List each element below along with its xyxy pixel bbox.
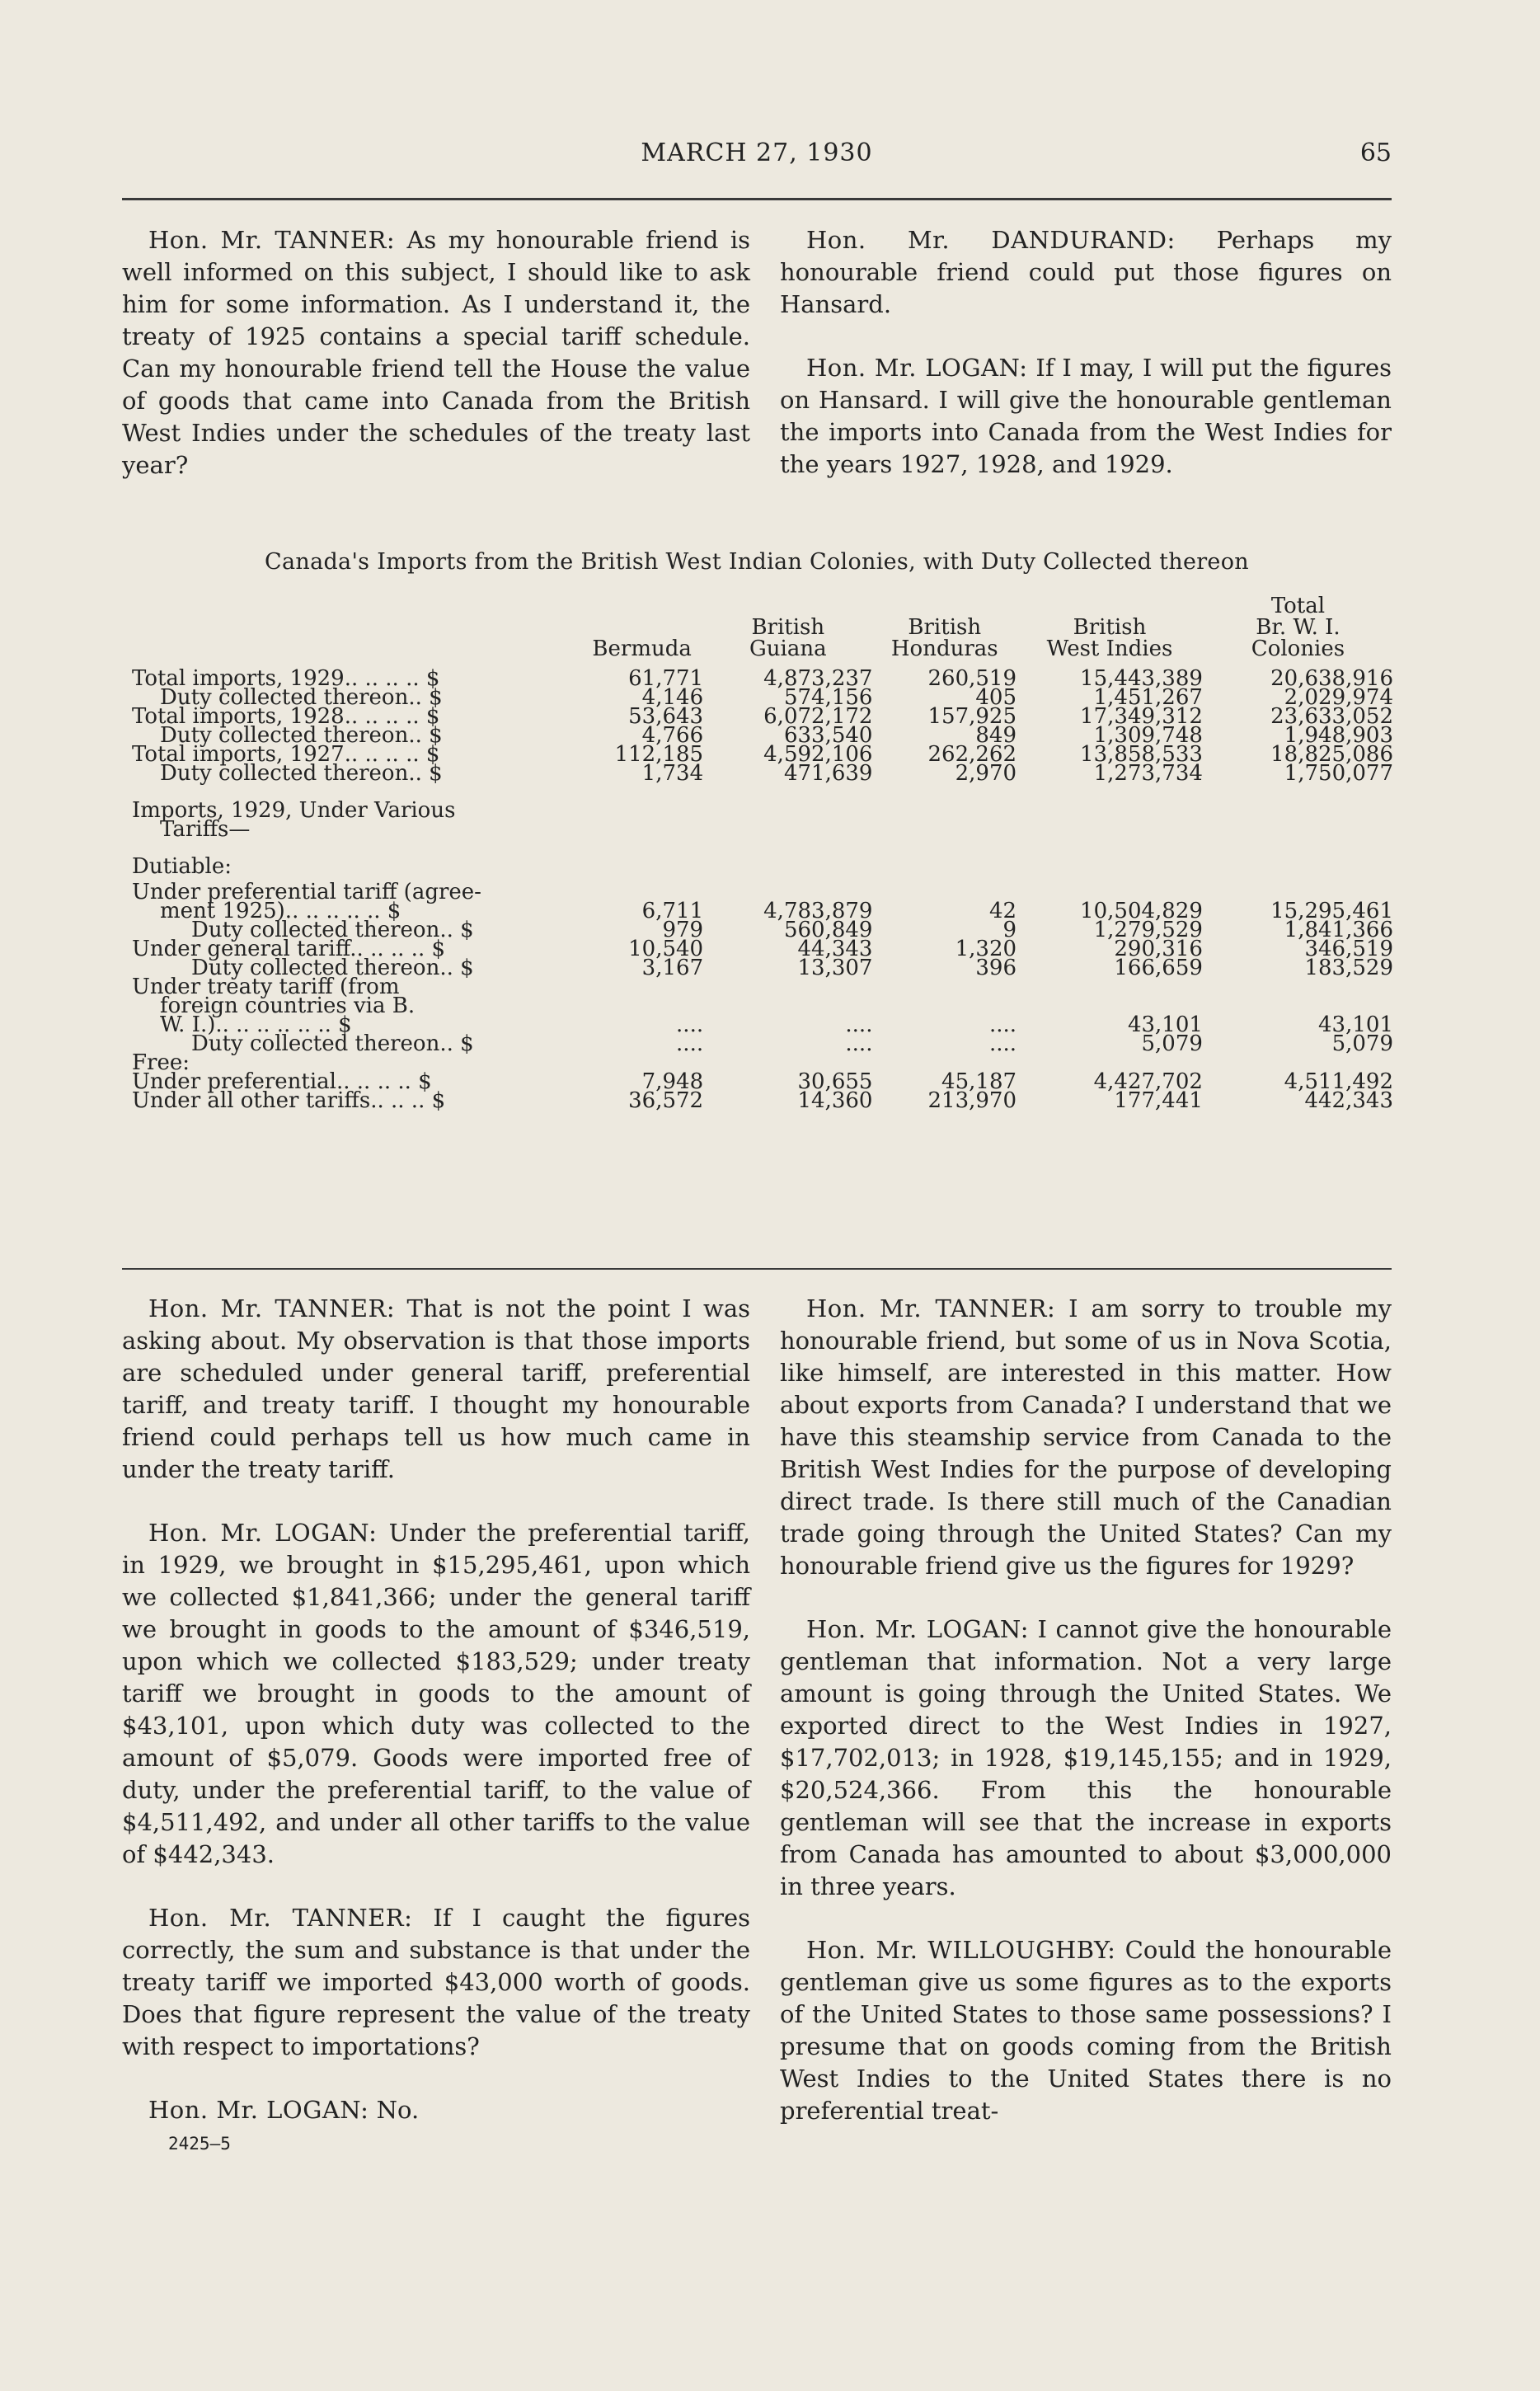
cell: 20,638,916 xyxy=(1270,666,1393,691)
speaker-name: Hon. Mr. TANNER: xyxy=(806,1294,1056,1322)
cell: 262,262 xyxy=(927,742,1017,767)
speech-text: I cannot give the honourable gentleman that information. Not a very large amount is going through the United States. We exported direct to the West Indies in 1927, $17,702,013; in 1928, $19,145,155; and in 1929, $20,524,366. From this the honourable gentleman will see that the increase in exports from Canada has amounted to about $3,000,000 in three years. xyxy=(780,1615,1392,1900)
imports-table xyxy=(132,595,1393,1111)
speech-text: As my honourable friend is well informed on this subject, I should like to ask him for some information. As I understand it, the treaty of 1925 contains a special tariff schedule. Can my honourable friend tell the House the value of goods that came into Canada from the British West Indies under the schedules of the treaty last year? xyxy=(122,226,750,479)
cell: 15,295,461 xyxy=(1270,899,1393,923)
cell: 42 xyxy=(988,899,1017,923)
cell: 4,783,879 xyxy=(763,899,873,923)
table-bottom-rule xyxy=(122,1268,1392,1270)
speaker-name: Hon. Mr. TANNER: xyxy=(148,226,396,254)
speech-text: I am sorry to trouble my honourable friend, but some of us in Nova Scotia, like himself, are interested in this matter. How about exports from Canada? I understand that we have this steamship service from Canada to the British West Indies for the purpose of developing direct trade. Is there still much of the Canadian trade going through the United States? Can my honourable friend give us the figures for 1929? xyxy=(780,1294,1392,1580)
paragraph xyxy=(780,224,1392,321)
cell: 112,185 xyxy=(614,742,704,767)
top-right-column xyxy=(780,224,1392,512)
cell: 1,750,077 xyxy=(1284,761,1393,786)
row-label: Under preferential tariff (agree- xyxy=(132,880,481,904)
speech-text: If I may, I will put the figures on Hansard. I will give the honourable gentleman the imports into Canada from the West Indies for the years 1927, 1928, and 1929. xyxy=(780,354,1392,478)
speech-text: Could the honourable gentleman give us some figures as to the exports of the United States to those same possessions? I presume that on goods coming from the British West Indies to the United States there is no preferential treat- xyxy=(780,1936,1392,2125)
row-label: W. I.).. .. .. .. .. .. $ xyxy=(160,1012,352,1037)
cell: 2,029,974 xyxy=(1284,685,1393,710)
cell: 4,146 xyxy=(641,685,704,710)
cell: 13,858,533 xyxy=(1080,742,1203,767)
row-label: foreign countries via B. xyxy=(160,994,416,1018)
cell: 183,529 xyxy=(1304,956,1393,980)
bottom-right-column xyxy=(780,1293,1392,2158)
table-subheading: Tariffs— xyxy=(160,817,251,842)
cell: 61,771 xyxy=(628,666,704,691)
row-label: Under preferential.. .. .. .. $ xyxy=(132,1069,432,1094)
row-label: Under treaty tariff (from xyxy=(132,975,400,999)
top-left-column xyxy=(122,224,750,513)
table-caption: Canada's Imports from the British West Indian Colonies, with Duty Collected thereon xyxy=(265,549,1249,575)
signature-code: 2425—5 xyxy=(168,2134,231,2154)
paragraph xyxy=(122,1293,750,1486)
cell: 44,343 xyxy=(797,937,873,961)
row-label: Under all other tariffs.. .. .. $ xyxy=(132,1088,446,1113)
cell: 18,825,086 xyxy=(1270,742,1393,767)
speaker-name: Hon. Mr. TANNER: xyxy=(148,1904,413,1932)
cell: 6,711 xyxy=(641,899,704,923)
page-number: 65 xyxy=(1359,139,1392,167)
cell: 4,592,106 xyxy=(763,742,873,767)
table-row xyxy=(132,1035,1393,1054)
speaker-name: Hon. Mr. WILLOUGHBY: xyxy=(806,1936,1116,1964)
header-rule xyxy=(122,198,1392,200)
table-subheading: Imports, 1929, Under Various xyxy=(132,798,456,823)
speech-text: Under the preferential tariff, in 1929, we brought in $15,295,461, upon which we collected $1,841,366; under the general tariff we brought in goods to the amount of $346,519, upon which we collected $183,529; under treaty tariff we brought in goods to the amount of $43,101, upon which duty was collected to the amount of $5,079. Goods were imported free of duty, under the preferential tariff, to the value of $4,511,492, and under all other tariffs to the value of $442,343. xyxy=(122,1519,750,1868)
cell: 36,572 xyxy=(628,1088,704,1113)
table-row xyxy=(132,764,1393,783)
cell: 1,273,734 xyxy=(1093,761,1203,786)
row-label: Duty collected thereon.. $ xyxy=(160,723,443,748)
cell: 4,766 xyxy=(641,723,704,748)
row-label: Total imports, 1928.. .. .. .. $ xyxy=(132,704,440,729)
cell: 4,873,237 xyxy=(763,666,873,691)
cell: 6,072,172 xyxy=(763,704,873,729)
speaker-name: Hon. Mr. LOGAN: xyxy=(148,2096,369,2124)
paragraph xyxy=(780,1293,1392,1582)
cell: .... xyxy=(988,1012,1017,1037)
cell: 7,948 xyxy=(641,1069,704,1094)
speaker-name: Hon. Mr. LOGAN: xyxy=(806,1615,1030,1643)
table-row xyxy=(132,1092,1393,1111)
cell: 9 xyxy=(1002,918,1017,942)
cell: 442,343 xyxy=(1304,1088,1393,1113)
column-header: Total Br. W. I. Colonies xyxy=(1251,594,1345,661)
cell: 1,320 xyxy=(955,937,1017,961)
row-label: Under general tariff.. .. .. .. $ xyxy=(132,937,446,961)
paragraph xyxy=(780,1614,1392,1903)
row-label: Duty collected thereon.. $ xyxy=(160,761,443,786)
speech-text: No. xyxy=(376,2096,420,2124)
cell: .... xyxy=(845,1012,873,1037)
cell: 1,279,529 xyxy=(1093,918,1203,942)
cell: .... xyxy=(988,1031,1017,1056)
cell: 43,101 xyxy=(1318,1012,1393,1037)
page-date-heading: MARCH 27, 1930 xyxy=(641,139,873,167)
cell: 979 xyxy=(662,918,704,942)
cell: 1,734 xyxy=(641,761,704,786)
cell: 633,540 xyxy=(783,723,873,748)
paragraph xyxy=(122,224,750,481)
cell: 5,079 xyxy=(1331,1031,1393,1056)
cell: 260,519 xyxy=(927,666,1017,691)
row-label: ment 1925).. .. .. .. .. $ xyxy=(160,899,401,923)
speech-text: That is not the point I was asking about. My observation is that those imports are scheduled under general tariff, preferential tariff, and treaty tariff. I thought my honourable friend could perhaps tell us how much came in under the treaty tariff. xyxy=(122,1294,750,1483)
cell: 10,504,829 xyxy=(1080,899,1203,923)
speaker-name: Hon. Mr. TANNER: xyxy=(148,1294,396,1322)
cell: 471,639 xyxy=(783,761,873,786)
page-header xyxy=(122,139,1392,180)
cell: 4,511,492 xyxy=(1284,1069,1393,1094)
table-header-row xyxy=(132,595,1393,660)
bottom-left-column xyxy=(122,1293,750,2158)
column-header: British West Indies xyxy=(1046,615,1173,661)
speaker-name: Hon. Mr. LOGAN: xyxy=(806,354,1028,382)
column-header: British Guiana xyxy=(749,615,827,661)
column-header: British Honduras xyxy=(890,615,998,661)
paragraph xyxy=(780,1934,1392,2127)
row-label: Duty collected thereon.. $ xyxy=(191,1031,474,1056)
paragraph xyxy=(122,2094,750,2126)
cell: 43,101 xyxy=(1127,1012,1203,1037)
row-label: Duty collected thereon.. $ xyxy=(191,956,474,980)
cell: 10,540 xyxy=(628,937,704,961)
cell: 3,167 xyxy=(641,956,704,980)
paragraph xyxy=(122,1902,750,2063)
cell: 396 xyxy=(975,956,1017,980)
paragraph xyxy=(780,352,1392,481)
cell: 1,451,267 xyxy=(1093,685,1203,710)
cell: 53,643 xyxy=(628,704,704,729)
cell: 166,659 xyxy=(1114,956,1203,980)
cell: 1,841,366 xyxy=(1284,918,1393,942)
speech-text: If I caught the figures correctly, the sum and substance is that under the treaty tariff we imported $43,000 worth of goods. Does that figure represent the value of the treaty with respect to importations? xyxy=(122,1904,751,2060)
table-subheading: Dutiable: xyxy=(132,854,232,879)
cell: 13,307 xyxy=(797,956,873,980)
cell: 15,443,389 xyxy=(1080,666,1203,691)
cell: 405 xyxy=(975,685,1017,710)
cell: 23,633,052 xyxy=(1270,704,1393,729)
speech-text: Perhaps my honourable friend could put those figures on Hansard. xyxy=(780,226,1392,318)
cell: 574,156 xyxy=(783,685,873,710)
cell: 1,948,903 xyxy=(1284,723,1393,748)
speaker-name: Hon. Mr. LOGAN: xyxy=(148,1519,378,1547)
cell: 290,316 xyxy=(1114,937,1203,961)
cell: 17,349,312 xyxy=(1080,704,1203,729)
cell: 5,079 xyxy=(1141,1031,1203,1056)
cell: 14,360 xyxy=(797,1088,873,1113)
cell: .... xyxy=(845,1031,873,1056)
row-label: Duty collected thereon.. $ xyxy=(191,918,474,942)
cell: 1,309,748 xyxy=(1093,723,1203,748)
cell: 177,441 xyxy=(1114,1088,1203,1113)
cell: 45,187 xyxy=(941,1069,1017,1094)
cell: 346,519 xyxy=(1304,937,1393,961)
cell: 560,849 xyxy=(783,918,873,942)
cell: 2,970 xyxy=(955,761,1017,786)
table-subheading: Free: xyxy=(132,1050,190,1075)
cell: 849 xyxy=(975,723,1017,748)
paragraph xyxy=(122,1517,750,1871)
cell: 30,655 xyxy=(797,1069,873,1094)
row-label: Total imports, 1929.. .. .. .. $ xyxy=(132,666,440,691)
cell: 213,970 xyxy=(927,1088,1017,1113)
column-header: Bermuda xyxy=(592,637,692,661)
row-label: Duty collected thereon.. $ xyxy=(160,685,443,710)
cell: 157,925 xyxy=(927,704,1017,729)
cell: .... xyxy=(676,1031,704,1056)
cell: .... xyxy=(676,1012,704,1037)
speaker-name: Hon. Mr. DANDURAND: xyxy=(806,226,1176,254)
row-label: Total imports, 1927.. .. .. .. $ xyxy=(132,742,440,767)
cell: 4,427,702 xyxy=(1093,1069,1203,1094)
